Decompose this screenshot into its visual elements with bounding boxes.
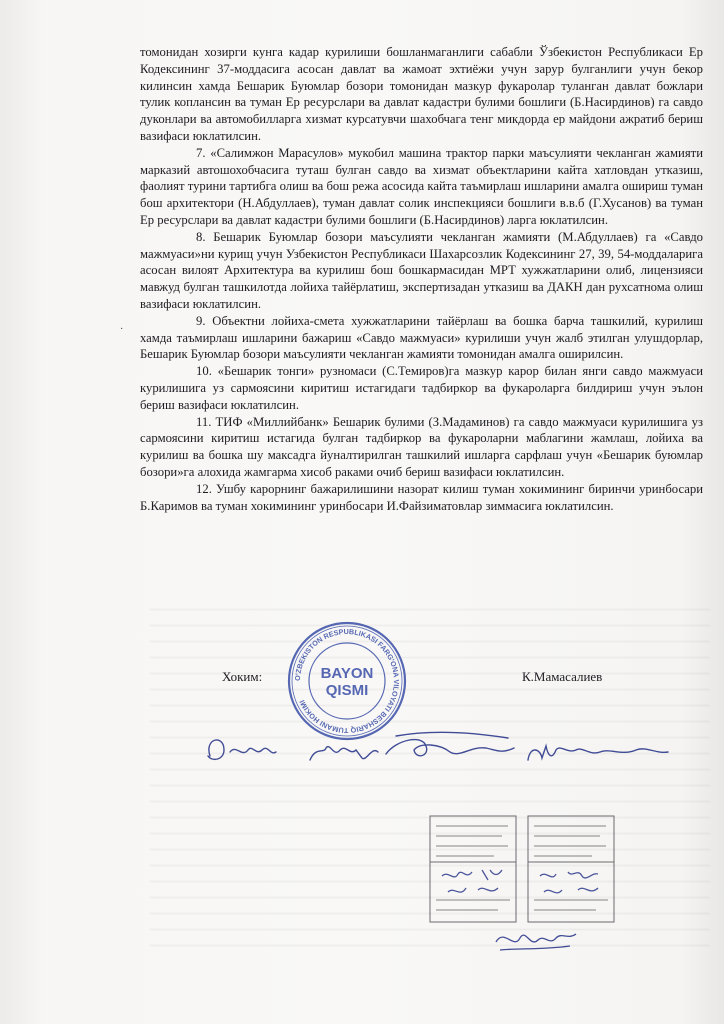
handwritten-signatures [190, 726, 680, 790]
registration-stamp [428, 812, 618, 930]
paragraph-9: 9. Объектни лойиха-смета хужжатларини тайёрлаш ва бошка барча ташкилий, курилиш хамда таъмирлаш ишларини бажариш «Савдо мажмуаси» курилиши учун жалб этилган улушдорлар, Бешарик Буюмлар бозори маъсулияти чекланган жамияти томонидан амалга оширилсин. [140, 313, 703, 362]
seal-center-text: QISMI [325, 682, 369, 699]
paragraph-10: 10. «Бешарик тонги» рузномаси (С.Темиров)га мазкур карор билан янги савдо мажмуаси курилишига уз сармоясини киритиш истагидаги тадбиркор ва фукароларга билдириш учун эълон бериш вазифаси юклатилсин. [140, 364, 703, 412]
paragraph-8: 8. Бешарик Буюмлар бозори маъсулияти чекланган жамияти (М.Абдуллаев) га «Савдо мажмуаси»ни курищ учун Узбекистон Республикаси Шахарсозлик Кодексининг 27, 39, 54-моддаларига асосан вилоят Архитектура ва курилиш бош бошкармасидан МРТ хужжатларини олиб, лицензияси мавжуд булган ташкилотда лойиха тайёрлатиш, экспертизадан утказиш ва ДАКН дан рухсатнома олиш вазифаси юклатилсин. [140, 229, 703, 311]
paragraph-intro: томонидан хозирги кунга кадар курилиши бошланмаганлиги сабабли Ўзбекистон Республикаси Ер Кодексининг 37-моддасига асосан давлат ва жамоат эхтиёжи учун зарур булганлиги учун бекор килинсин хамда Бешарик Буюмлар бозори томонидан мазкур фукаролар туланган давлат божлари тулик коплансин ва туман Ер ресурслари ва давлат кадастри булими бошлиги (Б.Насирдинов) га савдо дуконлари ва автомобилларга хизмат курсатувчи шахобчага тенг микдорда ер майдони ажратиб бериш вазифаси юклатилсин. [140, 45, 703, 143]
margin-mark: · [120, 324, 124, 335]
paragraph-11: 11. ТИФ «Миллийбанк» Бешарик булими (З.Мадаминов) га савдо мажмуаси курилишига уз сармоясини киритиш истагида булган тадбиркор ва фукароларни маблагини жамлаш, лойиха ва курилиш ва бошка шу максадга йуналтирилган ташкилий ишларга сарфлаш учун «Бешарик буюмлар бозори»га алохида жамгарма хисоб раками очиб бериш вазифаси юклатилсин. [140, 414, 703, 479]
paragraph-7: 7. «Салимжон Марасулов» мукобил машина трактор парки маъсулияти чекланган жамияти марказий автошохобчасига туташ булган савдо ва хизмат объектларини кайта хатловдан утказиш, фаолият турини тартибга олиш ва бош режа асосида кайта таъмирлаш ишларини амалга ошириш туман бош архитектори (Н.Абдуллаев), туман давлат солик инспекцияси бошлиги в.в.б (Г.Хусанов) ва туман Ер ресурслари ва давлат кадастри булими бошлиги (Б.Насирдинов) ларга юклатилсин. [140, 145, 704, 227]
seal-ring-text: O'ZBEKISTON RESPUBLIKASI FARG'ONA VILOYATI BESHARIQ TUMANI HOKIMI [292, 626, 402, 736]
seal-center-text: BAYON [320, 665, 374, 682]
official-seal [286, 620, 408, 742]
paragraph-12: 12. Ушбу карорнинг бажарилишини назорат килиш туман хокимининг биринчи уринбосари Б.Каримов ва туман хокимининг уринбосари И.Файзиматовлар зиммасига юклатилсин. [140, 481, 703, 513]
signatory-name: К.Мамасалиев [522, 669, 603, 684]
signature-title: Хоким: [222, 669, 263, 684]
document-body [140, 44, 703, 514]
stamp-signature [490, 920, 580, 958]
